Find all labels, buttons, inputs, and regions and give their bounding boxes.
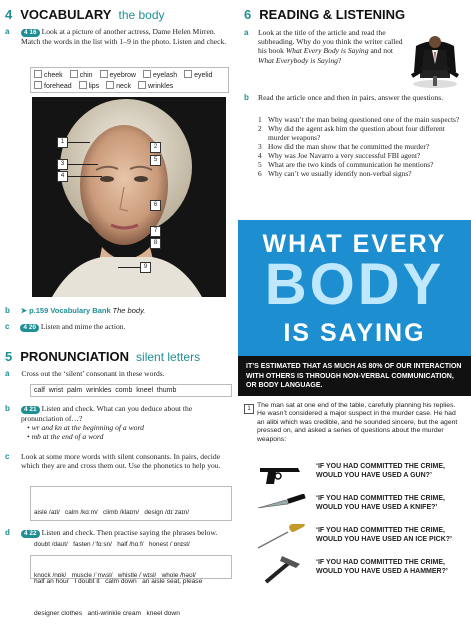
phrases-box: half an hour I doubt it calm down an aisle seat, please designer clothes anti-wrinkle cream kneel down	[30, 555, 232, 579]
article-title-line1: WHAT EVERY	[262, 230, 447, 258]
article-paragraph: The man sat at one end of the table, carefully planning his replies. He wasn’t considered a major suspect in the murder case. He had an alibi which was credible, and he sounded sincere, but the agent pressed on, and asked a series of questions about the murder weapons:	[257, 402, 458, 443]
article-title-line3: IS SAYING	[283, 319, 426, 347]
vocab-b: b ➤ p.159 Vocabulary Bank The body.	[5, 306, 146, 315]
pron-c: c Look at some more words with silent consonants. In pairs, decide which they are and cross them out. Use the phonetics to help you.	[5, 452, 221, 471]
audio-icon[interactable]: 4 21	[21, 406, 40, 414]
reading-a: a Look at the title of the article and read the subheading. Why do you think the writer called his book What Every Body is Saying and not What Everybody is Saying?	[244, 28, 403, 65]
question-item: 5 What are the two kinds of communication he mentions?	[258, 160, 434, 169]
audio-icon[interactable]: 4 16	[21, 29, 40, 37]
word-item[interactable]: wrinkles	[138, 81, 173, 90]
photo-label-6: 6	[150, 200, 161, 211]
word-item[interactable]: forehead	[34, 81, 72, 90]
man-in-chair-photo	[404, 18, 466, 90]
gun-icon	[258, 462, 304, 488]
photo-label-8: 8	[150, 238, 161, 249]
ice-pick-icon	[256, 524, 308, 550]
question-item: 6 Why can’t we usually identify non-verbal signs?	[258, 169, 412, 178]
photo-label-5: 5	[150, 155, 161, 166]
knife-icon	[256, 494, 308, 514]
word-item[interactable]: eyebrow	[100, 70, 136, 79]
photo-label-4: 4	[57, 171, 68, 182]
vocab-a: a 4 16 Look at a picture of another actress, Dame Helen Mirren. Match the words in the list with 1–9 in the photo. Listen and check.	[5, 27, 227, 46]
pron-b: b 4 21 Listen and check. What can you deduce about the pronunciation of…? • wr and kn at the beginning of a word • mb at the end of a word	[5, 404, 193, 442]
word-list-box	[30, 67, 229, 93]
vocabulary-bank-link[interactable]: p.159 Vocabulary Bank	[29, 306, 111, 315]
word-item[interactable]: eyelash	[143, 70, 177, 79]
word-item[interactable]: neck	[106, 81, 131, 90]
pron-a: a Cross out the ‘silent’ consonant in these words.	[5, 369, 165, 378]
pronunciation-header: 5 PRONUNCIATION silent letters	[5, 349, 201, 364]
quote-ice-pick: ‘IF YOU HAD COMMITTED THE CRIME, WOULD YOU HAVE USED AN ICE PICK?’	[316, 527, 452, 543]
question-item: 4 Why was Joe Navarro a very successful FBI agent?	[258, 151, 421, 160]
article-title-line2: BODY	[264, 252, 445, 317]
word-item[interactable]: chin	[70, 70, 93, 79]
word-item[interactable]: eyelid	[184, 70, 212, 79]
photo-label-1: 1	[57, 137, 68, 148]
reading-header: 6 READING & LISTENING	[244, 7, 406, 22]
photo-label-3: 3	[57, 159, 68, 170]
quote-gun: ‘IF YOU HAD COMMITTED THE CRIME, WOULD YOU HAVE USED A GUN?’	[316, 463, 445, 479]
photo-label-7: 7	[150, 226, 161, 237]
quote-knife: ‘IF YOU HAD COMMITTED THE CRIME, WOULD YOU HAVE USED A KNIFE?’	[316, 495, 445, 511]
arrow-right-icon: ➤	[20, 306, 28, 315]
article-subheading: IT’S ESTIMATED THAT AS MUCH AS 80% OF OUR INTERACTION WITH OTHERS IS THROUGH NON-VERBAL COMMUNICATION, OR BODY LANGUAGE.	[238, 356, 471, 396]
audio-icon[interactable]: 4 22	[21, 530, 40, 538]
photo-label-2: 2	[150, 142, 161, 153]
hammer-icon	[260, 554, 304, 584]
word-item[interactable]: cheek	[34, 70, 63, 79]
reading-b: b Read the article once and then in pairs, answer the questions.	[244, 93, 444, 102]
pron-d: d 4 22 Listen and check. Then practise saying the phrases below.	[5, 528, 218, 537]
article-body: 1 The man sat at one end of the table, carefully planning his replies. He wasn’t considered a major suspect in the murder case. He had an alibi which was credible, and he sounded sincere, but the agent pressed on, and asked a series of questions about the murder weapons: ‘IF YOU HAD COMMITTED THE CRIME, WOULD YOU HAVE USED A GUN?’ ‘IF YOU HAD COMMITTED THE CRIME, WOULD YOU HAVE USED A KNIFE?’ ‘IF YOU HAD COMMITTED THE CRIME, WOULD YOU HAVE USED AN ICE PICK?’ ‘IF YOU HAD COMMITTED THE CRIME, WOULD YOU HAVE USED A HAMMER?’	[238, 396, 471, 594]
silent-words-box: calf wrist palm wrinkles comb kneel thumb	[30, 384, 232, 397]
actress-photo	[32, 97, 226, 297]
photo-label-9: 9	[140, 262, 151, 273]
vocabulary-header: 4 VOCABULARY the body	[5, 7, 165, 22]
question-item: 1 Why wasn’t the man being questioned one of the main suspects?	[258, 115, 460, 124]
question-item: 3 How did the man show that he committed the murder?	[258, 142, 430, 151]
quote-hammer: ‘IF YOU HAD COMMITTED THE CRIME, WOULD YOU HAVE USED A HAMMER?’	[316, 559, 448, 575]
audio-icon[interactable]: 4 20	[20, 324, 39, 332]
questions-list	[258, 115, 464, 178]
word-item[interactable]: lips	[79, 81, 100, 90]
phonetics-box: aisle /aɪl/ calm /kɑːm/ climb /klaɪm/ design /dɪˈzaɪn/ doubt /daʊt/ fasten /ˈfɑːsn/ half /hɑːf/ honest /ˈɒnɪst/ knock /nɒk/ muscle /ˈmʌsl/ whistle /ˈwɪsl/ whole /həʊl/	[30, 486, 232, 521]
question-item: 2 Why did the agent ask him the question about four different murder weapons?	[258, 124, 445, 142]
vocab-c: c 4 20 Listen and mime the action.	[5, 322, 126, 331]
